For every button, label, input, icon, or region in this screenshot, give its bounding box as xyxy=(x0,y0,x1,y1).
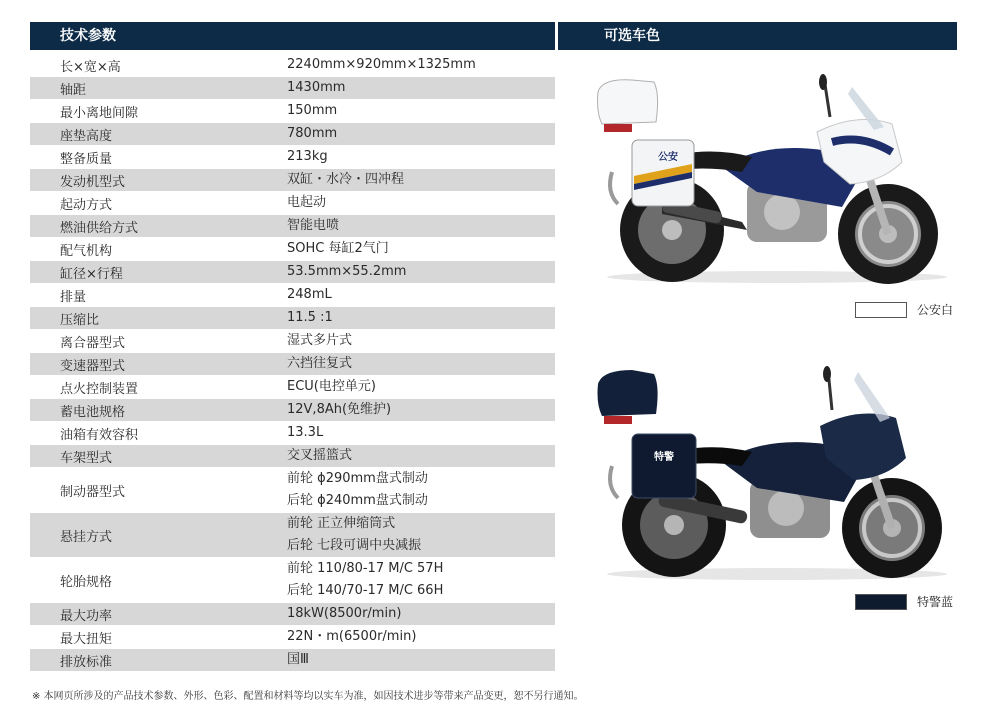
spec-value: SOHC 每缸2气门 xyxy=(287,241,389,256)
spec-values xyxy=(287,468,555,512)
spec-value: 前轮 ϕ290mm盘式制动 xyxy=(287,471,428,486)
spec-value: 22N・m(6500r/min) xyxy=(287,629,417,644)
spec-values xyxy=(287,238,555,260)
color-name-blue: 特警蓝 xyxy=(917,595,954,609)
spec-label: 压缩比 xyxy=(60,312,100,328)
spec-values xyxy=(287,603,555,625)
spec-value: 150mm xyxy=(287,103,338,118)
motorcycle-blue-image xyxy=(592,362,952,584)
spec-values xyxy=(287,146,555,168)
spec-values xyxy=(287,558,555,602)
spec-values xyxy=(287,513,555,557)
spec-label: 制动器型式 xyxy=(60,484,126,500)
spec-label: 轮胎规格 xyxy=(60,574,113,590)
spec-values xyxy=(287,169,555,191)
color-option-white[interactable] xyxy=(855,301,953,318)
spec-values xyxy=(287,330,555,352)
spec-label: 车架型式 xyxy=(60,450,113,466)
spec-row xyxy=(30,238,555,261)
spec-values xyxy=(287,192,555,214)
spec-label: 悬挂方式 xyxy=(60,529,113,545)
spec-label: 点火控制装置 xyxy=(60,381,139,397)
spec-values xyxy=(287,626,555,648)
spec-values xyxy=(287,77,555,99)
spec-values xyxy=(287,353,555,375)
spec-value: 780mm xyxy=(287,126,338,141)
spec-row xyxy=(30,626,555,649)
motorcycle-white-image xyxy=(592,72,952,287)
spec-value: 湿式多片式 xyxy=(287,333,353,348)
spec-value: 248mL xyxy=(287,287,332,302)
spec-values xyxy=(287,399,555,421)
spec-row xyxy=(30,353,555,376)
spec-value: 电起动 xyxy=(287,195,327,210)
blue-case-text: 特警 xyxy=(654,452,674,463)
spec-row xyxy=(30,558,555,603)
spec-row xyxy=(30,123,555,146)
spec-row xyxy=(30,649,555,672)
spec-values xyxy=(287,376,555,398)
color-name-white: 公安白 xyxy=(917,303,954,317)
spec-value: 18kW(8500r/min) xyxy=(287,606,402,621)
spec-value: 13.3L xyxy=(287,425,324,440)
spec-value: 后轮 七段可调中央减振 xyxy=(287,538,422,553)
spec-label: 排量 xyxy=(60,289,87,305)
spec-row xyxy=(30,307,555,330)
spec-row xyxy=(30,445,555,468)
spec-value: 前轮 110/80-17 M/C 57H xyxy=(287,561,444,576)
spec-value: 后轮 140/70-17 M/C 66H xyxy=(287,583,444,598)
spec-row xyxy=(30,261,555,284)
spec-values xyxy=(287,422,555,444)
spec-label: 蓄电池规格 xyxy=(60,404,126,420)
spec-value: 1430mm xyxy=(287,80,346,95)
spec-value: 后轮 ϕ240mm盘式制动 xyxy=(287,493,428,508)
spec-label: 缸径×行程 xyxy=(60,266,123,282)
spec-label: 起动方式 xyxy=(60,197,113,213)
colors-title: 可选车色 xyxy=(604,28,660,44)
spec-values xyxy=(287,649,555,671)
spec-row xyxy=(30,215,555,238)
spec-values xyxy=(287,123,555,145)
footnote: ※ 本网页所涉及的产品技术参数、外形、色彩、配置和材料等均以实车为准，如因技术进步等带来产品变更，恕不另行通知。 xyxy=(32,691,584,702)
spec-values xyxy=(287,445,555,467)
spec-row xyxy=(30,330,555,353)
spec-label: 整备质量 xyxy=(60,151,113,167)
spec-values xyxy=(287,100,555,122)
color-swatch-blue xyxy=(855,594,907,610)
spec-row xyxy=(30,603,555,626)
spec-label: 离合器型式 xyxy=(60,335,126,351)
color-option-blue[interactable] xyxy=(855,593,953,610)
spec-label: 座垫高度 xyxy=(60,128,113,144)
spec-value: 213kg xyxy=(287,149,328,164)
spec-label: 配气机构 xyxy=(60,243,113,259)
spec-row xyxy=(30,146,555,169)
spec-row xyxy=(30,284,555,307)
spec-label: 油箱有效容积 xyxy=(60,427,139,443)
specs-title: 技术参数 xyxy=(60,28,116,44)
spec-label: 燃油供给方式 xyxy=(60,220,139,236)
spec-label: 轴距 xyxy=(60,82,87,98)
spec-row xyxy=(30,100,555,123)
spec-value: 国Ⅲ xyxy=(287,652,309,667)
spec-label: 发动机型式 xyxy=(60,174,126,190)
spec-values xyxy=(287,261,555,283)
spec-row xyxy=(30,399,555,422)
spec-value: 六挡往复式 xyxy=(287,356,353,371)
spec-values xyxy=(287,284,555,306)
spec-row xyxy=(30,77,555,100)
spec-values xyxy=(287,54,555,76)
spec-value: 双缸・水冷・四冲程 xyxy=(287,172,405,187)
spec-label: 最大扭矩 xyxy=(60,631,113,647)
spec-label: 最小离地间隙 xyxy=(60,105,139,121)
spec-value: 交叉摇篮式 xyxy=(287,448,353,463)
spec-table xyxy=(30,54,555,672)
spec-value: ECU(电控单元) xyxy=(287,379,376,394)
header-divider xyxy=(555,22,558,50)
spec-label: 最大功率 xyxy=(60,608,113,624)
spec-row xyxy=(30,513,555,558)
spec-row xyxy=(30,192,555,215)
spec-value: 53.5mm×55.2mm xyxy=(287,264,407,279)
spec-row xyxy=(30,376,555,399)
spec-label: 长×宽×高 xyxy=(60,59,121,75)
color-swatch-white xyxy=(855,302,907,318)
spec-values xyxy=(287,215,555,237)
spec-value: 12V,8Ah(免维护) xyxy=(287,402,392,417)
spec-label: 排放标准 xyxy=(60,654,113,670)
spec-values xyxy=(287,307,555,329)
spec-row xyxy=(30,422,555,445)
spec-value: 前轮 正立伸缩筒式 xyxy=(287,516,396,531)
spec-label: 变速器型式 xyxy=(60,358,126,374)
spec-row xyxy=(30,169,555,192)
spec-row xyxy=(30,468,555,513)
white-case-text: 公安 xyxy=(658,152,678,163)
header-bar xyxy=(30,22,957,50)
spec-row xyxy=(30,54,555,77)
spec-value: 11.5 :1 xyxy=(287,310,333,325)
spec-value: 2240mm×920mm×1325mm xyxy=(287,57,476,72)
spec-value: 智能电喷 xyxy=(287,218,340,233)
